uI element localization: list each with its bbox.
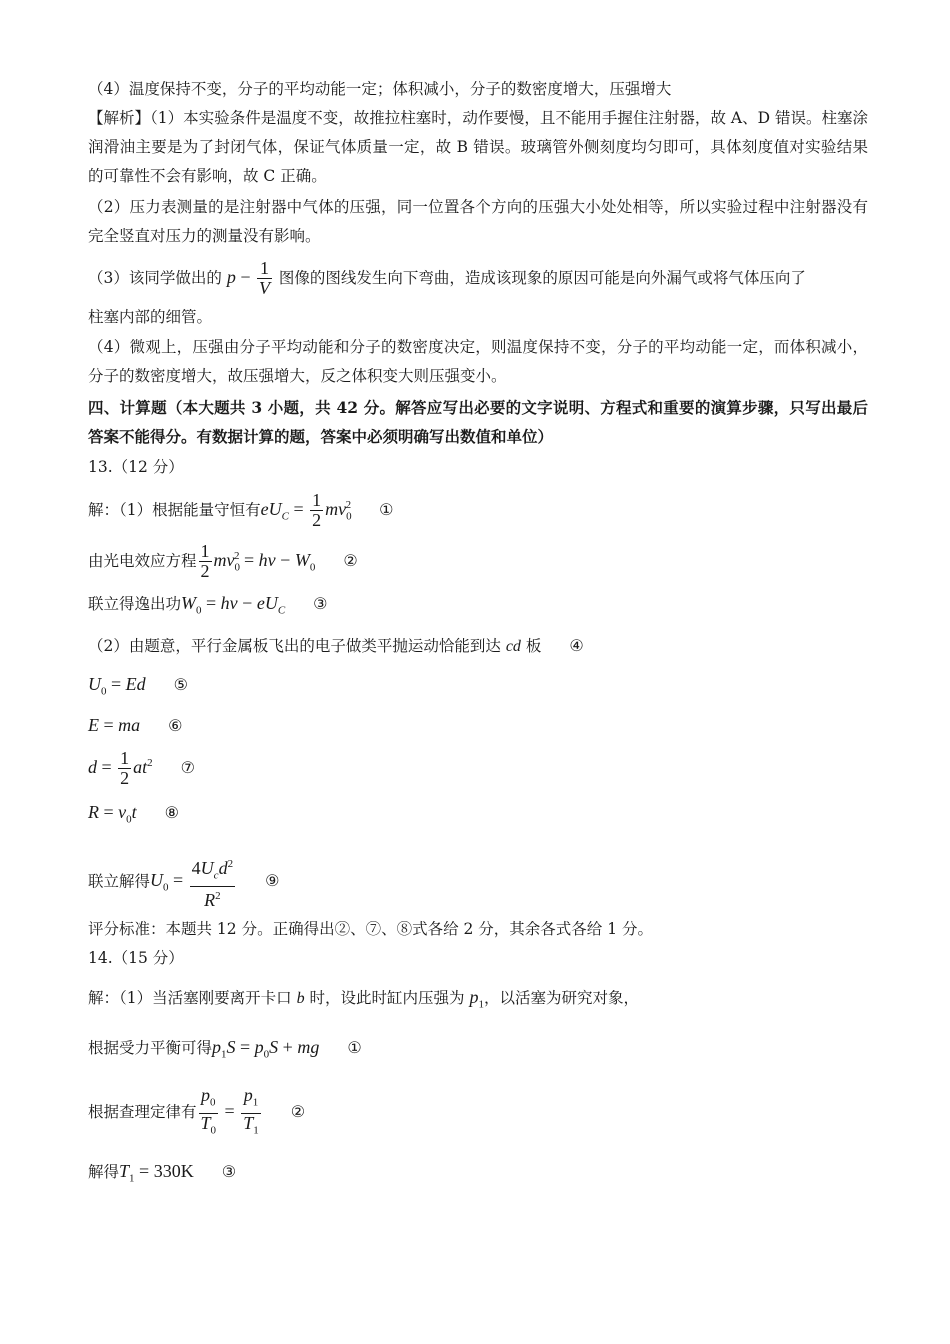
q13-eq7 [88, 741, 868, 790]
force-balance-eq: $p_1S = p_0S$ + mg [212, 1037, 320, 1061]
analysis-part3 [88, 255, 868, 300]
q13-line2 [88, 534, 868, 590]
temperature-result-value: 330K [153, 1161, 194, 1181]
q14-line1-mid: 时，设此时缸内压强为 [309, 989, 465, 1007]
q14-line2 [88, 1033, 868, 1070]
p-over-v-formula: p − $\frac{1}{V}$ [226, 258, 270, 299]
eq-number-4: ④ [569, 636, 584, 655]
analysis-part3-post: 图像的图线发生向下弯曲，造成该现象的原因可能是向外漏气或将气体压向了 [278, 269, 806, 287]
range-eq: $R = v_0t$ [88, 802, 137, 826]
q13-line4-pre: （2）由题意，平行金属板飞出的电子做类平抛运动恰能到达 [88, 637, 501, 655]
force-eq: E = ma [88, 715, 141, 735]
analysis-part1: 【解析】（1）本实验条件是温度不变，故推拉柱塞时，动作要慢，且不能用手握住注射器，故 A、D 错误。柱塞涂润滑油主要是为了封闭气体，保证气体质量一定，故 B 错误。玻璃管外侧刻度均匀即可，具体刻度值对实验结果的可靠性不会有影响，故 C 正确。 [88, 109, 868, 185]
pressure-p1: $p_1$ [469, 987, 484, 1011]
photoelectric-eq: $\frac{1}{2}$ $mv_0^2 = h\nu - W_0$ [200, 541, 316, 582]
q13-eq6 [88, 711, 868, 741]
q4-answer: （4）温度保持不变，分子的平均动能一定；体积减小，分子的数密度增大，压强增大 [88, 80, 672, 98]
q13-line4-post: 板 [525, 637, 542, 655]
section4-title: 四、计算题（本大题共 3 小题，共 42 分。解答应写出必要的文字说明、方程式和重要的演算步骤，只写出最后答案不能得分。有数据计算的题，答案中必须明确写出数值和单位） [88, 398, 868, 446]
q13-line1 [88, 483, 868, 539]
q14-line1-post: ，以活塞为研究对象， [483, 989, 639, 1007]
q14-line4-text: 解得 [88, 1163, 120, 1181]
q14-heading: 14.（15 分） [88, 949, 184, 967]
analysis-part3-pre: （3）该同学做出的 [88, 269, 222, 287]
voltage-result-eq: $U_0$ = $\frac{4U_cd^2}{R^2}$ [150, 870, 237, 890]
displacement-eq: d = $\frac{1}{2}$ $at^2$ [88, 748, 153, 789]
q13-line3 [88, 589, 868, 626]
work-function-eq: $W_0 = h\nu - eU_C$ [181, 593, 286, 617]
eq-number-9: ⑨ [265, 871, 280, 891]
q13-grading: 评分标准：本题共 12 分。正确得出②、⑦、⑧式各给 2 分，其余各式各给 1 分。 [88, 920, 654, 938]
plate-cd-label: cd [505, 638, 521, 655]
q14-line1 [88, 983, 868, 1020]
notch-b-label: b [296, 990, 305, 1007]
q14-eq-number-3: ③ [221, 1162, 237, 1181]
charles-law-eq: $\frac{p_0}{T_0}$ = $\frac{p_1}{T_1}$ [200, 1085, 259, 1137]
q14-line2-text: 根据受力平衡可得 [88, 1039, 213, 1057]
energy-conservation-eq: $eU_C$ = $\frac{1}{2}$ $mv_0^2$ [260, 490, 352, 531]
eq-number-6: ⑥ [168, 716, 183, 735]
temperature-result-eq: $T_1 = 330K$ [119, 1161, 194, 1185]
q14-eq-number-1: ① [347, 1038, 362, 1057]
eq-number-5: ⑤ [173, 675, 188, 694]
q13-line1-text: 解：（1）根据能量守恒有 [88, 501, 261, 519]
eq-number-7: ⑦ [180, 758, 196, 777]
voltage-field-eq: $U_0 = Ed$ [88, 674, 146, 698]
eq-number-2: ② [343, 551, 358, 570]
q13-line9 [88, 855, 868, 910]
analysis-part3-line2: 柱塞内部的细管。 [88, 308, 213, 326]
q13-heading: 13.（12 分） [88, 458, 184, 476]
q14-line1-pre: 解：（1）当活塞刚要离开卡口 [88, 989, 292, 1007]
analysis-part4: （4）微观上，压强由分子平均动能和分子的数密度决定，则温度保持不变，分子的平均动能一定，而体积减小，分子的数密度增大，故压强增大，反之体积变大则压强变小。 [88, 338, 868, 385]
eq-number-3: ③ [313, 594, 328, 613]
q13-line2-text: 由光电效应方程 [88, 552, 197, 570]
eq-number-1: ① [379, 500, 394, 519]
q13-eq5 [88, 670, 868, 707]
eq-number-8: ⑧ [164, 803, 180, 822]
q14-line3 [88, 1086, 868, 1140]
q13-line4 [88, 631, 868, 661]
q14-line3-text: 根据查理定律有 [88, 1103, 197, 1122]
q14-line4 [88, 1157, 868, 1194]
q13-line9-text: 联立解得 [88, 872, 151, 891]
analysis-part2: （2）压力表测量的是注射器中气体的压强，同一位置各个方向的压强大小处处相等，所以实验过程中注射器没有完全竖直对压力的测量没有影响。 [88, 198, 868, 245]
q14-eq-number-2: ② [290, 1102, 306, 1122]
q13-line3-text: 联立得逸出功 [88, 595, 182, 613]
q13-eq8 [88, 798, 868, 835]
